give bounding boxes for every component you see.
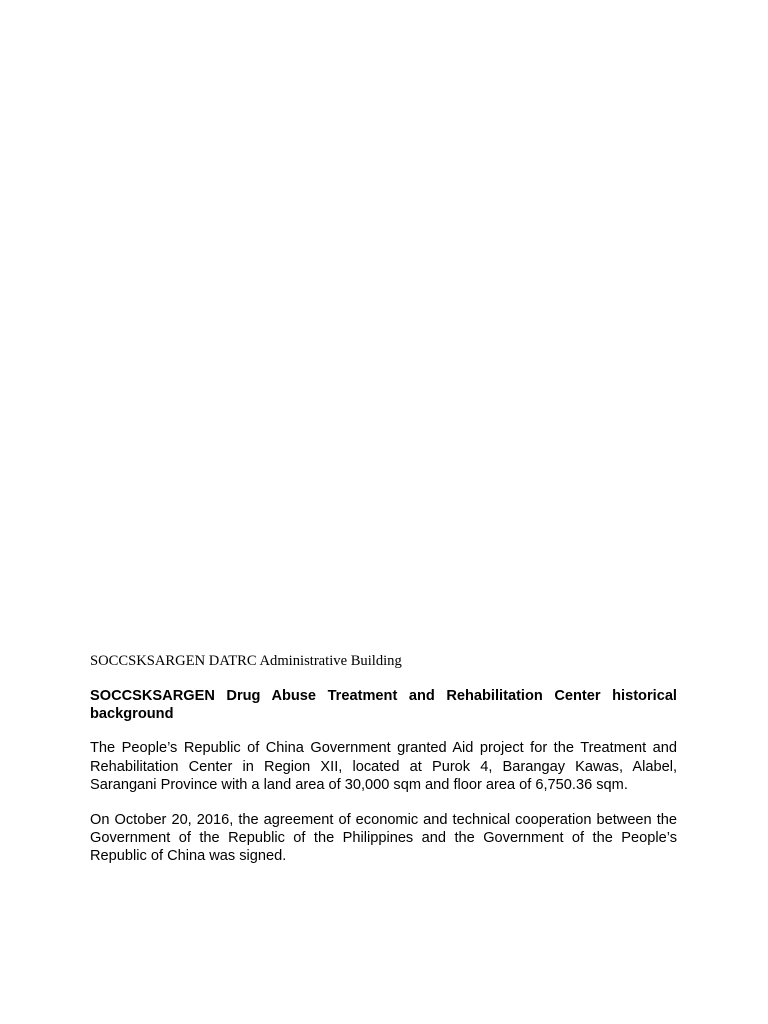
body-paragraph-1: The People’s Republic of China Government granted Aid project for the Treatment and Rehabilitation Center in Region XII, located at Purok 4, Barangay Kawas, Alabel, Sarangani Province with a land area of 30,000 sqm and floor area of 6,750.36 sqm. (90, 740, 677, 793)
section-heading: SOCCSKSARGEN Drug Abuse Treatment and Rehabilitation Center historical background (90, 688, 677, 723)
image-caption: SOCCSKSARGEN DATRC Administrative Building (90, 653, 402, 669)
body-paragraph-2: On October 20, 2016, the agreement of economic and technical cooperation between the Government of the Republic of the Philippines and the Government of the People’s Republic of China was signed. (90, 812, 677, 865)
document-content (90, 652, 677, 883)
